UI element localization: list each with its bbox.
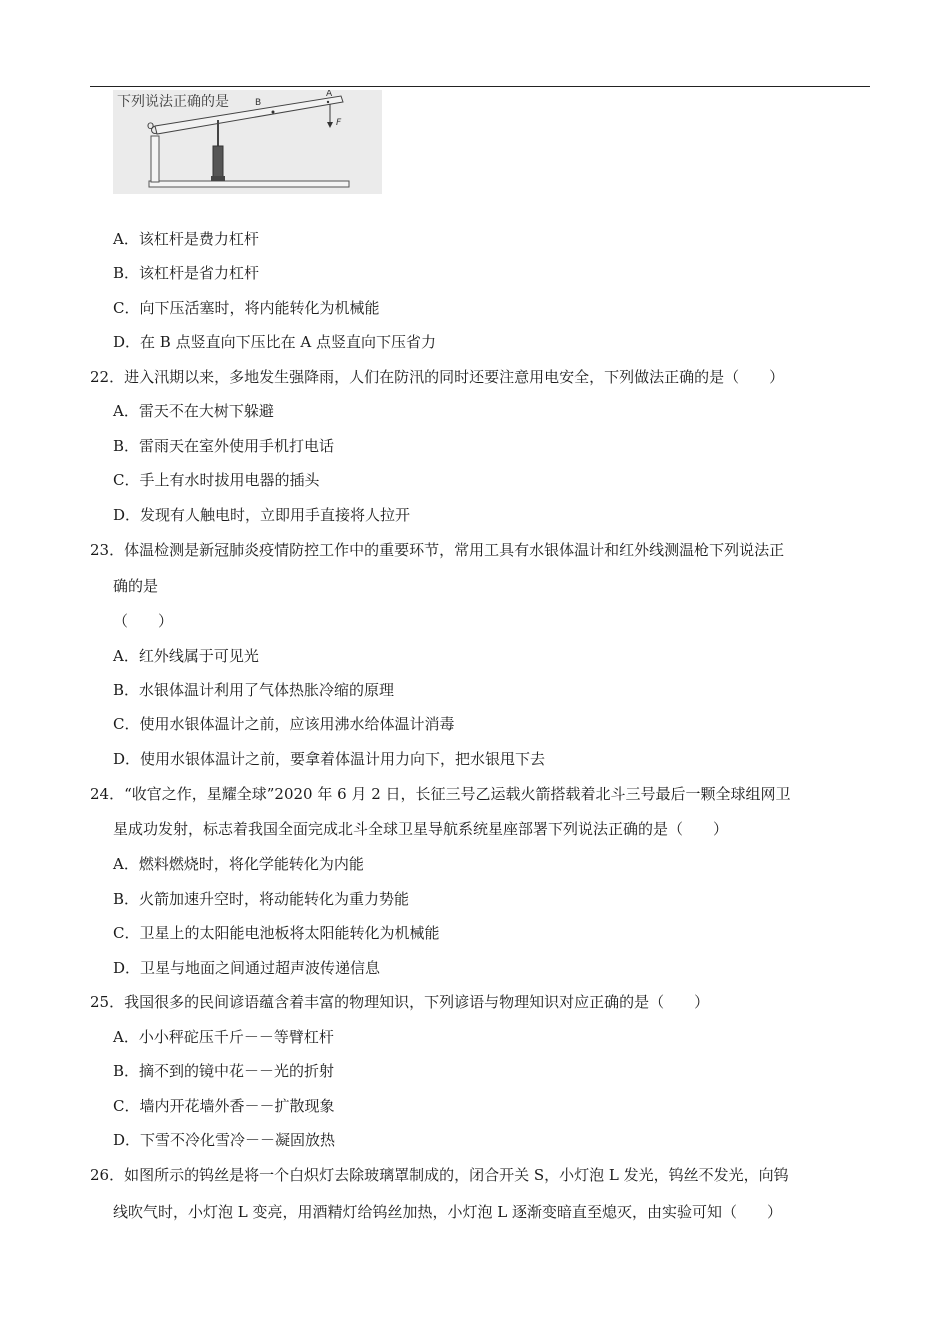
q21-option-d: D．在 B 点竖直向下压比在 A 点竖直向下压省力	[113, 333, 436, 351]
q22-option-c: C．手上有水时拔用电器的插头	[113, 471, 320, 489]
figure-caption: 下列说法正确的是	[117, 94, 229, 110]
q23-answer-bracket: （ ）	[113, 612, 174, 630]
q21-option-c: C．向下压活塞时，将内能转化为机械能	[113, 299, 380, 317]
q23-option-b: B．水银体温计利用了气体热胀冷缩的原理	[113, 681, 395, 699]
q23-option-d: D．使用水银体温计之前，要拿着体温计用力向下，把水银甩下去	[113, 750, 546, 768]
q23-stem-line2: 确的是	[113, 577, 159, 595]
q22-option-b: B．雷雨天在室外使用手机打电话	[113, 437, 335, 455]
q26-stem-line1: 26．如图所示的钨丝是将一个白炽灯去除玻璃罩制成的，闭合开关 S，小灯泡 L 发光，钨丝不发光，向钨	[90, 1166, 789, 1184]
q22-option-d: D．发现有人触电时，立即用手直接将人拉开	[113, 506, 411, 524]
q25-option-c: C．墙内开花墙外香－－扩散现象	[113, 1097, 335, 1115]
label-a: A	[326, 90, 333, 99]
q24-option-b: B．火箭加速升空时，将动能转化为重力势能	[113, 890, 410, 908]
q25-option-a: A．小小秤砣压千斤－－等臂杠杆	[113, 1028, 334, 1046]
lever-diagram	[113, 90, 382, 194]
q26-stem-line2: 线吹气时，小灯泡 L 变亮，用酒精灯给钨丝加热，小灯泡 L 逐渐变暗直至熄灭，由实验可知（ ）	[113, 1203, 782, 1221]
label-b: B	[255, 98, 262, 108]
label-f: F	[336, 118, 342, 128]
q24-option-c: C．卫星上的太阳能电池板将太阳能转化为机械能	[113, 924, 440, 942]
lever-figure	[113, 90, 382, 194]
q22-stem: 22．进入汛期以来，多地发生强降雨，人们在防汛的同时还要注意用电安全，下列做法正确的是（ ）	[90, 368, 785, 386]
q23-option-a: A．红外线属于可见光	[113, 647, 259, 665]
q22-option-a: A．雷天不在大树下躲避	[113, 402, 274, 420]
q21-option-a: A．该杠杆是费力杠杆	[113, 230, 259, 248]
q25-stem: 25．我国很多的民间谚语蕴含着丰富的物理知识，下列谚语与物理知识对应正确的是（ ）	[90, 993, 710, 1011]
q24-stem-line1: 24．“收官之作，星耀全球”2020 年 6 月 2 日，长征三号乙运载火箭搭载着北斗三号最后一颗全球组网卫	[90, 785, 791, 803]
q24-option-a: A．燃料燃烧时，将化学能转化为内能	[113, 855, 364, 873]
label-o: O	[147, 122, 155, 132]
q25-option-d: D．下雪不冷化雪冷－－凝固放热	[113, 1131, 336, 1149]
q24-option-d: D．卫星与地面之间通过超声波传递信息	[113, 959, 381, 977]
q25-option-b: B．摘不到的镜中花－－光的折射	[113, 1062, 335, 1080]
q23-stem-line1: 23．体温检测是新冠肺炎疫情防控工作中的重要环节，常用工具有水银体温计和红外线测温枪下列说法正	[90, 541, 785, 559]
q23-option-c: C．使用水银体温计之前，应该用沸水给体温计消毒	[113, 715, 455, 733]
header-rule	[90, 86, 870, 87]
q21-option-b: B．该杠杆是省力杠杆	[113, 264, 260, 282]
q24-stem-line2: 星成功发射，标志着我国全面完成北斗全球卫星导航系统星座部署下列说法正确的是（ ）	[113, 820, 729, 838]
